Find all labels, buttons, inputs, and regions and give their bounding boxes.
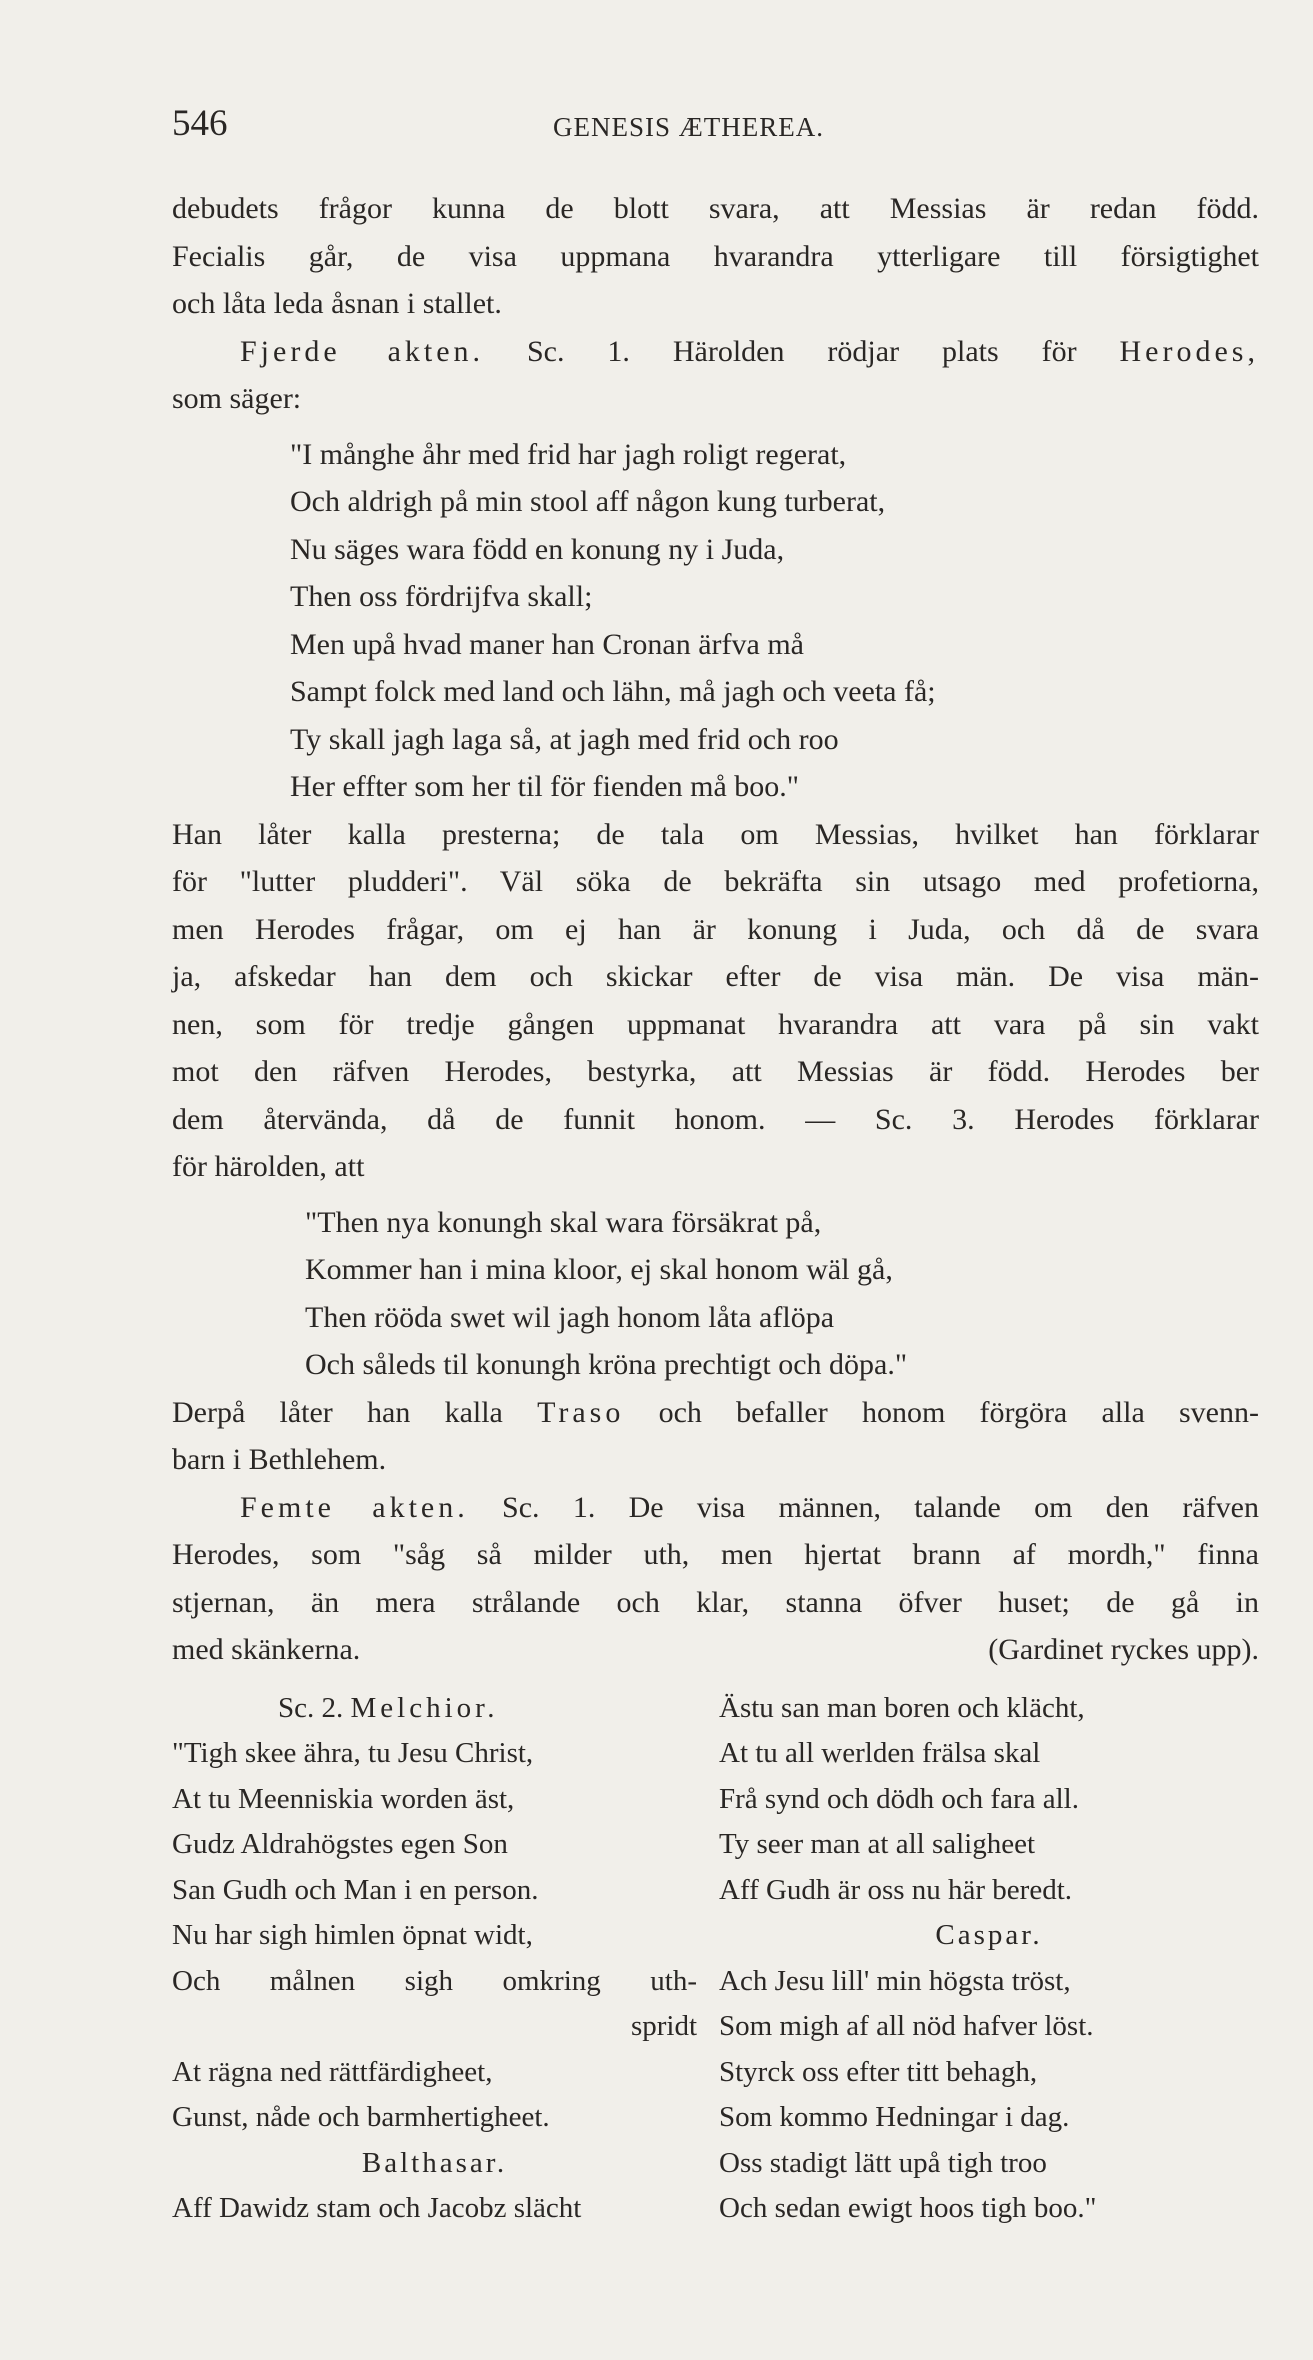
verse-block-1 (172, 431, 1259, 811)
text-line: som säger: (172, 382, 302, 415)
text-line (172, 1626, 1259, 1674)
verse-line: Nu säges wara född en konung ny i Juda, (290, 532, 785, 566)
verse-line: Frå synd och dödh och fara all. (719, 1782, 1079, 1815)
verse-line: "Tigh skee ähra, tu Jesu Christ, (172, 1737, 534, 1769)
verse-line: Gudz Aldrahögstes egen Son (172, 1828, 508, 1860)
scene-speaker-line (172, 1686, 697, 1732)
verse-line: Oss stadigt lätt upå tigh troo (719, 2146, 1047, 2179)
scene-label: Sc. 2. (278, 1691, 344, 1724)
left-column (172, 1686, 697, 2232)
verse-line: Gunst, nåde och barmhertigheet. (172, 2101, 550, 2133)
verse-line: Aff Dawidz stam och Jacobz slächt (172, 2192, 582, 2224)
right-column (719, 1686, 1259, 2232)
verse-line: Then rööda swet wil jagh honom låta aflöpa (305, 1300, 835, 1334)
verse-line: Och aldrigh på min stool aff någon kung turberat, (290, 485, 886, 518)
verse-continuation: spridt (630, 2010, 697, 2042)
verse-line: Styrck oss efter titt behagh, (719, 2055, 1038, 2088)
verse-line: Aff Gudh är oss nu här beredt. (719, 1873, 1073, 1906)
verse-line: At tu all werlden frälsa skal (719, 1737, 1041, 1769)
verse-line: Och målnen sigh omkring uth- (172, 1964, 697, 1997)
text-line: Fecialis går, de visa uppmana hvarandra ytterligare till försigtighet (172, 239, 1259, 273)
verse-line: At tu Meenniskia worden äst, (172, 1782, 515, 1815)
verse-line: Men upå hvad maner han Cronan ärfva må (290, 627, 804, 661)
verse-line: Kommer han i mina kloor, ej skal honom wäl gå, (305, 1253, 893, 1286)
text-line: för "lutter pludderi". Väl söka de bekräfta sin utsago med profetiorna, (172, 865, 1259, 898)
text-line: dem återvända, då de funnit honom. — Sc. 3. Herodes förklarar (172, 1102, 1259, 1136)
text-line: debudets frågor kunna de blott svara, att Messias är redan född. (172, 192, 1259, 225)
text-span: Sc. 1. Härolden rödjar plats för (484, 334, 1120, 368)
verse-line: Som kommo Hedningar i dag. (719, 2101, 1070, 2133)
text-span: och befaller honom förgöra alla svenn- (624, 1395, 1259, 1429)
verse-line: Then oss fördrijfva skall; (290, 580, 593, 613)
paragraph-2 (172, 328, 1259, 423)
paragraph-4 (172, 1389, 1259, 1484)
verse-line: Och sedan ewigt hoos tigh boo." (719, 2192, 1097, 2224)
character-name: Traso (537, 1395, 625, 1429)
verse-line: "Then nya konungh skal wara försäkrat på, (305, 1205, 822, 1239)
text-span: Derpå låter han kalla (172, 1395, 538, 1429)
text-line: och låta leda åsnan i stallet. (172, 287, 502, 320)
verse-line: San Gudh och Man i en person. (172, 1873, 539, 1906)
text-span: Sc. 1. De visa männen, talande om den räfven (468, 1490, 1260, 1524)
speaker-name: Balthasar. (361, 2146, 508, 2179)
text-line: Herodes, som "såg så milder uth, men hjertat brann af mordh," finna (172, 1538, 1259, 1571)
text-line: men Herodes frågar, om ej han är konung i Juda, och då de svara (172, 912, 1259, 946)
text-line: stjernan, än mera strålande och klar, stanna öfver huset; de gå in (172, 1585, 1259, 1619)
verse-line: Nu har sigh himlen öpnat widt, (172, 1919, 533, 1951)
verse-line: Ty seer man at all saligheet (719, 1828, 1036, 1860)
text-span: med skänkerna. (172, 1633, 361, 1666)
verse-line: At rägna ned rättfärdigheet, (172, 2055, 493, 2088)
speaker-name: Caspar. (935, 1919, 1043, 1951)
text-line (172, 328, 1259, 376)
paragraph-3 (172, 811, 1259, 1191)
character-name: Herodes, (1119, 334, 1259, 368)
verse-line: Ach Jesu lill' min högsta tröst, (719, 1964, 1071, 1997)
page-body (172, 185, 1259, 2232)
text-line (172, 1389, 1259, 1437)
text-line (172, 1484, 1259, 1532)
paragraph-1 (172, 185, 1259, 328)
text-line: barn i Bethlehem. (172, 1443, 387, 1476)
speaker-name: Melchior. (350, 1691, 499, 1724)
stage-direction: (Gardinet ryckes upp). (988, 1633, 1259, 1666)
text-line: nen, som för tredje gången uppmanat hvarandra att vara på sin vakt (172, 1007, 1259, 1041)
verse-line: Som migh af all nöd hafver löst. (719, 2010, 1094, 2042)
page-number: 546 (172, 103, 228, 144)
verse-line: Ästu san man boren och klächt, (719, 1691, 1085, 1724)
text-line: Han låter kalla presterna; de tala om Messias, hvilket han förklarar (172, 817, 1259, 851)
verse-block-2 (172, 1199, 1259, 1389)
text-line: mot den räfven Herodes, bestyrka, att Messias är född. Herodes ber (172, 1055, 1259, 1088)
paragraph-5 (172, 1484, 1259, 1674)
verse-line: Ty skall jagh laga så, at jagh med frid och roo (290, 722, 839, 756)
verse-line: Sampt folck med land och lähn, må jagh och veeta få; (290, 675, 936, 708)
verse-line: Her effter som her til för fienden må boo." (290, 770, 800, 803)
act-heading: Fjerde akten. (240, 334, 485, 368)
verse-line: Och såleds til konungh kröna prechtigt och döpa." (305, 1348, 908, 1381)
text-line: för härolden, att (172, 1150, 365, 1183)
text-line: ja, afskedar han dem och skickar efter de visa män. De visa män- (172, 960, 1259, 993)
running-head: GENESIS ÆTHEREA. (553, 112, 824, 142)
two-column-verse (172, 1686, 1259, 2232)
act-heading: Femte akten. (240, 1490, 469, 1524)
verse-line: "I månghe åhr med frid har jagh roligt regerat, (290, 437, 847, 471)
